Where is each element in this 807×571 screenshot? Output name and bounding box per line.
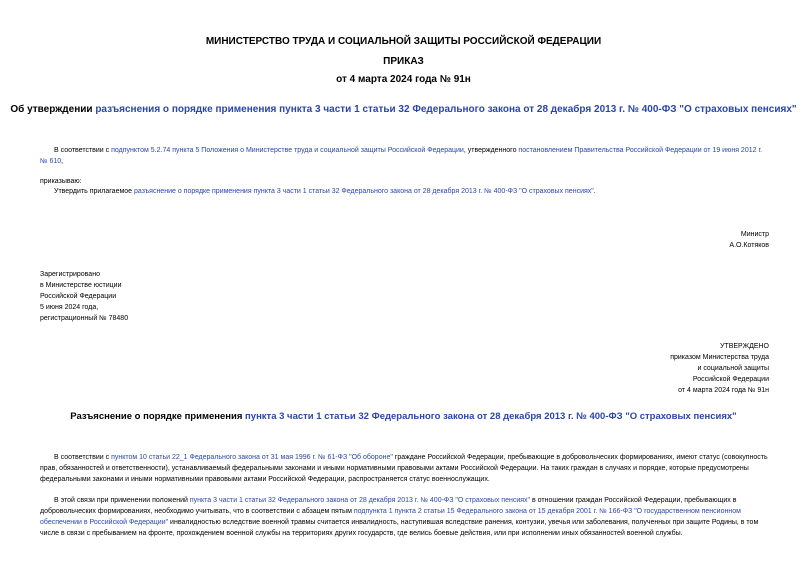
order-link-clarification[interactable]: разъяснение о порядке применения пункта 3 части 1 статьи 32 Федерального закона от 28 декабря 2013 г. № 400-ФЗ "О страховых пенсиях" [134,188,594,195]
clarification-title [0,411,807,422]
registration-line: Российской Федерации [40,293,117,300]
approval-block [520,341,769,396]
doc-type-heading: ПРИКАЗ [383,56,424,67]
registration-line: в Министерстве юстиции [40,282,122,289]
registration-line: 5 июня 2024 года, [40,304,99,311]
order-text-2: . [593,188,596,195]
order-text-1: Утвердить прилагаемое [54,188,135,195]
signature-block [560,229,769,251]
clarification-title-prefix: Разъяснение о порядке применения [70,411,246,422]
order-paragraph [40,186,770,197]
registration-line: Зарегистрировано [40,271,100,278]
approval-line: Российской Федерации [692,376,769,383]
para2-text-1: В этой связи при применении положений [54,497,190,504]
para2-link-pension-law[interactable]: пункта 3 части 1 статьи 32 Федерального закона от 28 декабря 2013 г. № 400-ФЗ "О страховых пенсиях" [189,497,531,504]
para2-link-state-pension-law[interactable]: подпункта 1 пункта 2 статьи 15 Федерального закона от 15 декабря 2001 г. № 166-ФЗ "О государственном пенсионном обеспечении в Российской Федерации" [40,508,741,526]
preamble-text-1: В соответствии с [54,147,112,154]
para2-text-3: инвалидностью вследствие военной травмы считается инвалидность, наступившая вследствие ранения, контузии, увечья или заболевания, полученных при защите Родины, в том числе в связи с пребыванием на фронте, прохождением военной службы на территориях других государств, где велись боевые действия, или при исполнении иных обязанностей военной службы. [40,519,759,537]
doc-date-number: от 4 марта 2024 года № 91н [336,74,471,85]
para1-text-1: В соответствии с [54,454,112,461]
preamble-text-3: , [61,158,64,165]
doc-title [0,104,807,115]
doc-title-link[interactable]: разъяснения о порядке применения пункта 3 части 1 статьи 32 Федерального закона от 28 декабря 2013 г. № 400-ФЗ "О страховых пенсиях" [95,104,797,115]
preamble-link-regulation[interactable]: подпунктом 5.2.74 пункта 5 Положения о Министерстве труда и социальной защиты Российской Федерации [111,147,464,154]
registration-block [40,269,340,324]
ministry-heading: МИНИСТЕРСТВО ТРУДА И СОЦИАЛЬНОЙ ЗАЩИТЫ РОССИЙСКОЙ ФЕДЕРАЦИИ [205,36,602,47]
approval-line: приказом Министерства труда [670,354,769,361]
para1-link-defense-law[interactable]: пунктом 10 статьи 22_1 Федерального закона от 31 мая 1996 г. № 61-ФЗ "Об обороне" [111,454,393,461]
para1-text-2: граждане Российской Федерации, пребывающие в добровольческих формированиях, имеют статус (совокупность прав, обязанностей и ответственности), устанавливаемый федеральными законами и иными нормативными правовыми актами Российской Федерации. На таких граждан в случаях и порядке, которые предусмотрены федеральными законами и иными нормативными правовыми актами Российской Федерации, распространяется статус военнослужащих. [40,454,768,483]
signature-position: Министр [740,231,769,238]
clarification-title-link[interactable]: пункта 3 части 1 статьи 32 Федерального закона от 28 декабря 2013 г. № 400-ФЗ "О страховых пенсиях" [245,411,737,422]
preamble-text-2: , утвержденного [463,147,519,154]
clarification-paragraph-2 [40,495,770,539]
preamble-link-resolution[interactable]: постановлением Правительства Российской Федерации от 19 июня 2012 г. № 610 [40,147,763,165]
registration-line: регистрационный № 78480 [40,315,129,322]
approval-line: и социальной защиты [697,365,769,372]
para2-text-2: в отношении граждан Российской Федерации, пребывающих в добровольческих формированиях, необходимо учитывать, что в соответствии с абзацем пятым [40,497,737,515]
clarification-paragraph-1 [40,452,770,485]
preamble-paragraph [40,145,770,167]
order-word: приказываю: [40,178,82,185]
approval-line: от 4 марта 2024 года № 91н [678,387,769,394]
approval-line: УТВЕРЖДЕНО [719,343,769,350]
signature-name: А.О.Котяков [729,242,769,249]
doc-title-prefix: Об утверждении [10,104,96,115]
